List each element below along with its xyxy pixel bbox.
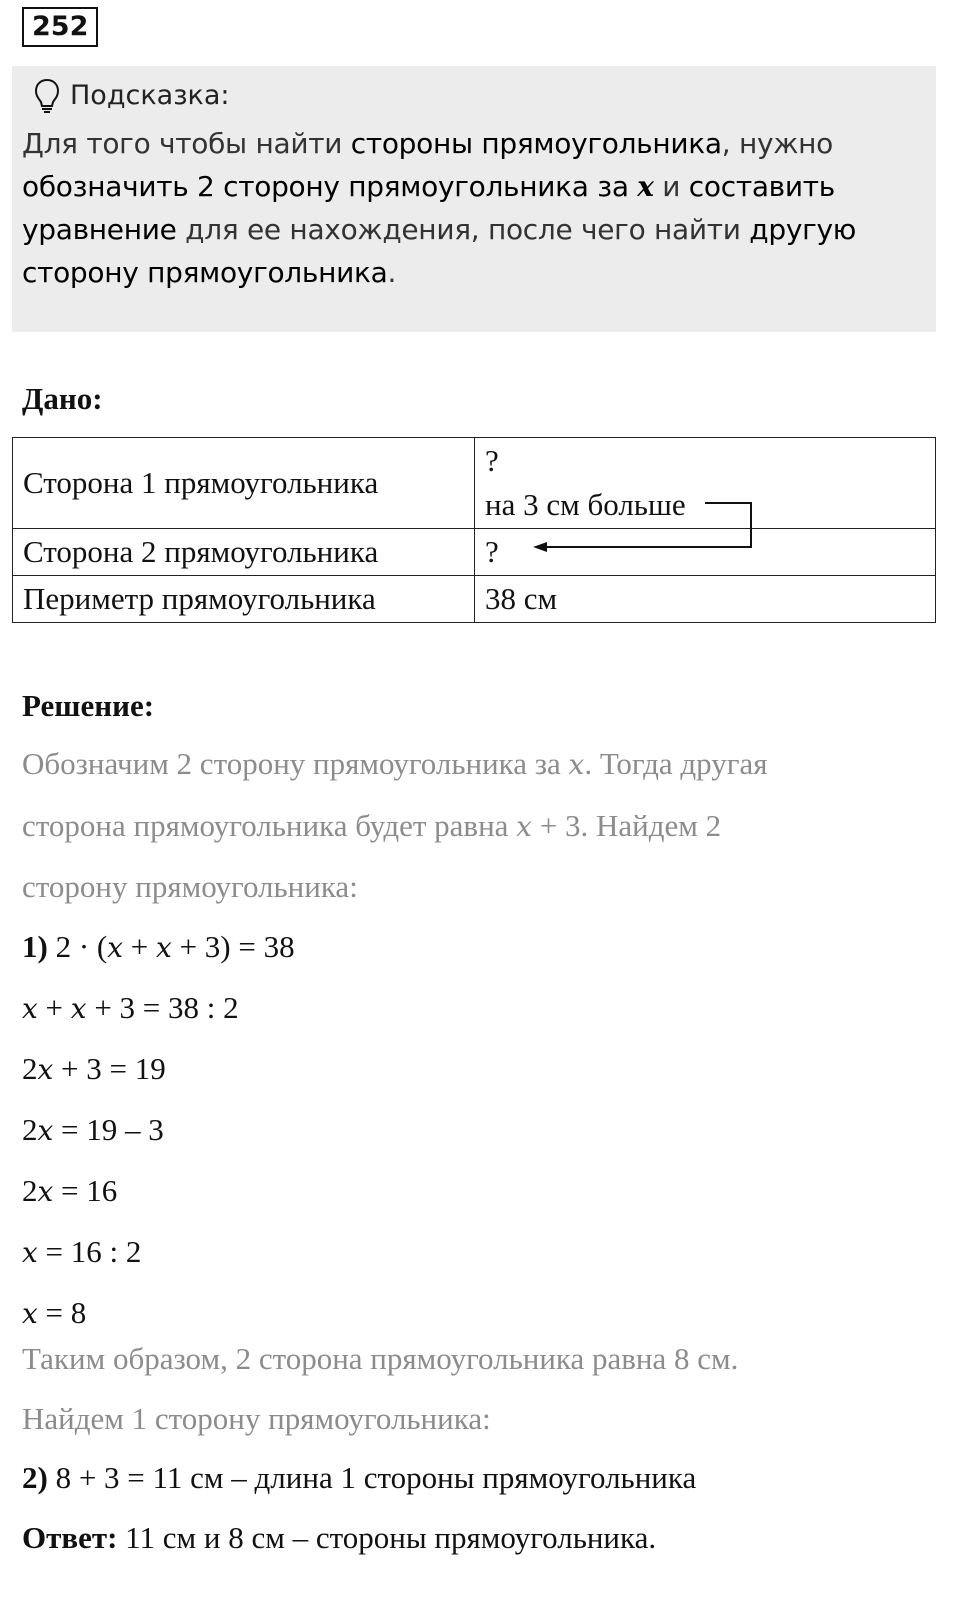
hint-title-text: Подсказка: bbox=[70, 80, 230, 111]
hint-box bbox=[12, 66, 936, 332]
hint-text: Для того чтобы найти стороны прямоугольника, нужно обозначить 2 сторону прямоугольника за x и составить уравнение для ее нахождения, после чего найти другую сторону прямоугольника. bbox=[22, 127, 857, 289]
solution-intro-line3: сторону прямоугольника: bbox=[22, 869, 358, 904]
lightbulb-icon bbox=[34, 78, 60, 114]
row-value bbox=[475, 438, 936, 529]
given-heading: Дано: bbox=[22, 381, 103, 416]
row-label: Периметр прямоугольника bbox=[13, 576, 475, 623]
step2-equation: 2) 8 + 3 = 11 см – длина 1 стороны прямоугольника bbox=[22, 1460, 697, 1495]
answer: Ответ: 11 см и 8 см – стороны прямоугольника. bbox=[22, 1520, 657, 1555]
row-label: Сторона 1 прямоугольника bbox=[13, 438, 475, 529]
conclusion-line1: Таким образом, 2 сторона прямоугольника равна 8 см. bbox=[22, 1341, 739, 1376]
solution-heading: Решение: bbox=[22, 688, 155, 723]
hint-title bbox=[34, 76, 230, 116]
equation-line: 2x = 16 bbox=[22, 1173, 118, 1208]
row-value-line1: ? bbox=[485, 443, 499, 478]
equation-line: x + x + 3 = 38 : 2 bbox=[22, 990, 239, 1025]
given-table bbox=[12, 437, 936, 623]
solution-intro-line1: Обозначим 2 сторону прямоугольника за x. Тогда другая bbox=[22, 746, 768, 781]
row-label: Сторона 2 прямоугольника bbox=[13, 529, 475, 576]
row-value: ? bbox=[475, 529, 936, 576]
row-value: 38 см bbox=[475, 576, 936, 623]
table-row bbox=[13, 576, 936, 623]
solution-intro-line2: сторона прямоугольника будет равна x + 3. Найдем 2 bbox=[22, 808, 722, 843]
equation-line: x = 8 bbox=[22, 1295, 87, 1330]
task-number: 252 bbox=[22, 7, 98, 47]
equation-line: 2x + 3 = 19 bbox=[22, 1051, 166, 1086]
step1-equation: 1) 2 · (x + x + 3) = 38 bbox=[22, 929, 295, 964]
conclusion-line2: Найдем 1 сторону прямоугольника: bbox=[22, 1401, 491, 1436]
equation-line: 2x = 19 – 3 bbox=[22, 1112, 164, 1147]
row-value-line2: на 3 см больше bbox=[485, 487, 686, 522]
table-row bbox=[13, 438, 936, 529]
equation-line: x = 16 : 2 bbox=[22, 1234, 142, 1269]
table-row bbox=[13, 529, 936, 576]
